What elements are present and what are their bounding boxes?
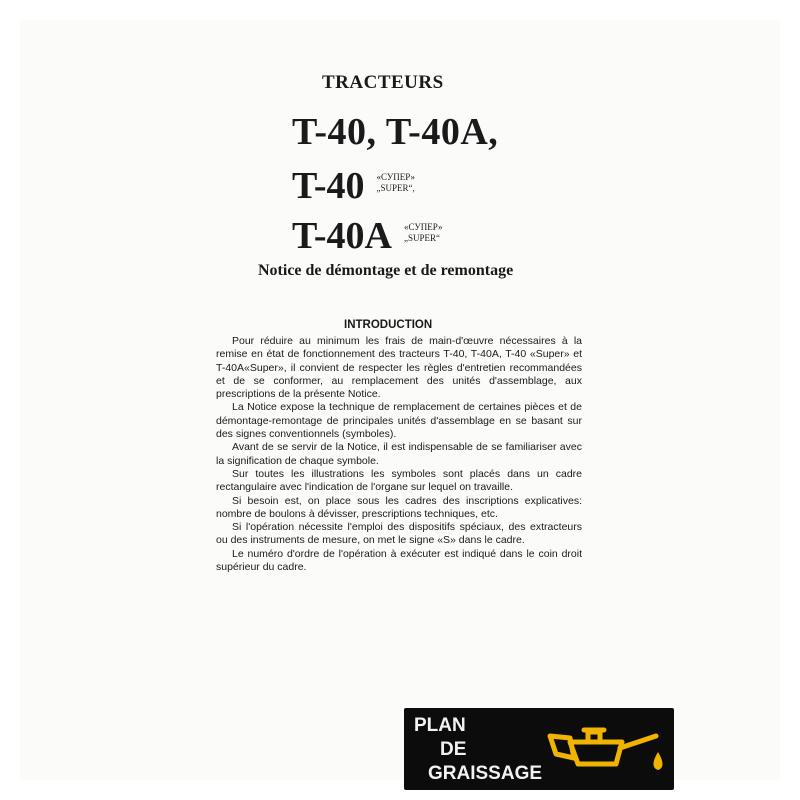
intro-paragraph: Si l'opération nécessite l'emploi des dispositifs spéciaux, des extracteurs ou des instruments de mesure, on met le signe «S» dans le cadre. [216, 521, 582, 547]
super-annotation [404, 222, 442, 244]
intro-heading: INTRODUCTION [344, 319, 433, 331]
intro-body [216, 335, 582, 574]
model-t40a-label: T-40A [292, 215, 392, 257]
intro-paragraph: Si besoin est, on place sous les cadres des inscriptions explicatives: nombre de boulons à dévisser, prescriptions techniques, etc. [216, 494, 582, 520]
model-super-row [292, 164, 415, 208]
model-t40-label: T-40 [292, 165, 365, 207]
intro-paragraph: Avant de se servir de la Notice, il est indispensable de se familiariser avec la signification de chaque symbole. [216, 441, 582, 467]
badge-line: DE [440, 739, 467, 760]
super-fr-label: „SUPER“, [376, 183, 415, 193]
lubrication-plan-badge[interactable] [404, 708, 674, 790]
intro-paragraph: Le numéro d'ordre de l'opération à exécuter est indiqué dans le coin droit supérieur du cadre. [216, 547, 582, 574]
notice-title: Notice de démontage et de remontage [258, 262, 514, 279]
intro-paragraph: Sur toutes les illustrations les symboles sont placés dans un cadre rectangulaire avec l'indication de l'organe sur lequel on travaille. [216, 467, 582, 494]
super-fr-label: „SUPER“ [403, 233, 440, 243]
intro-paragraph: La Notice expose la technique de remplacement de certaines pièces et de démontage-remontage de principales unités d'assemblage en se basant sur des signes conventionnels (symboles). [216, 401, 582, 441]
models-title-line1: T-40, T-40A, [292, 111, 499, 153]
intro-paragraph: Pour réduire au minimum les frais de main-d'œuvre nécessaires à la remise en état de fonctionnement des tracteurs T-40, T-40A, T-40 «Super» et T-40A«Super», il convient de respecter les règles d'entretien recommandées et de se conformer, au remplacement des unités d'assemblage, aux prescriptions de la présente Notice. [216, 335, 582, 401]
badge-label [414, 714, 564, 786]
badge-line: PLAN [414, 715, 466, 736]
model-a-super-row [292, 214, 442, 258]
super-ru-label: «СУПЕР» [376, 172, 415, 182]
super-ru-label: «СУПЕР» [403, 222, 443, 232]
badge-line: GRAISSAGE [428, 763, 543, 784]
oil-can-icon [544, 718, 668, 784]
super-annotation [377, 172, 415, 194]
kicker-title: TRACTEURS [322, 72, 444, 93]
